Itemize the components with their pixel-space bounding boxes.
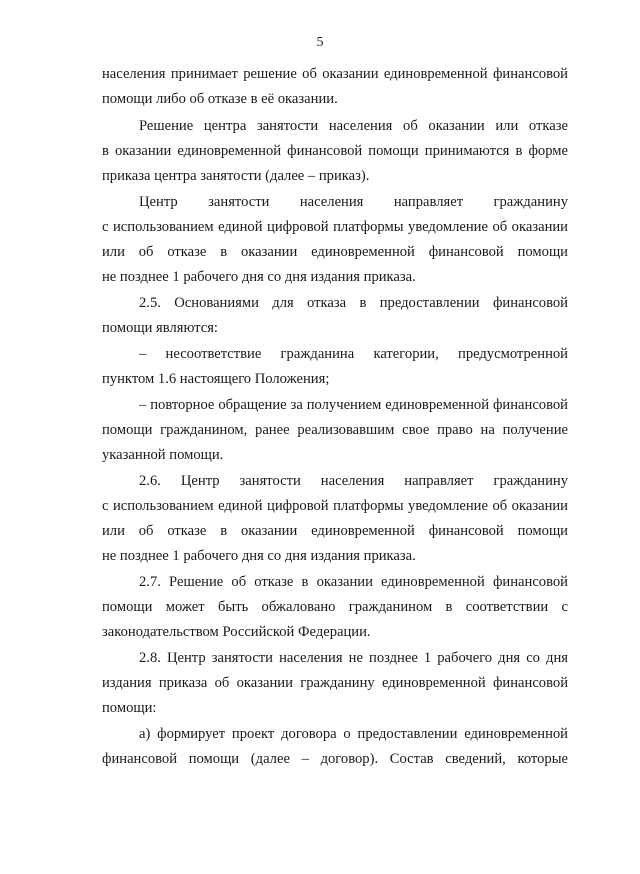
text-line: помощи: (102, 700, 157, 716)
text-line: – несоответствие гражданина категории, предусмотренной (139, 346, 568, 362)
text-line: помощи являются: (102, 320, 218, 336)
text-line: финансовой помощи (далее – договор). Состав сведений, которые (102, 751, 568, 767)
text-line: Центр занятости населения направляет гражданину (139, 194, 568, 210)
text-line: Решение центра занятости населения об оказании или отказе (139, 118, 568, 134)
text-line: помощи либо об отказе в её оказании. (102, 91, 338, 107)
text-line: не позднее 1 рабочего дня со дня издания приказа. (102, 548, 416, 564)
text-line: 2.7. Решение об отказе в оказании единовременной финансовой (139, 574, 568, 590)
page-number: 5 (316, 35, 324, 50)
text-line: издания приказа об оказании гражданину единовременной финансовой (102, 675, 568, 691)
text-line: приказа центра занятости (далее – приказ). (102, 168, 370, 184)
text-line: с использованием единой цифровой платформы уведомление об оказании (102, 498, 568, 514)
text-line: помощи может быть обжаловано гражданином в соответствии с (102, 599, 568, 615)
text-line: или об отказе в оказании единовременной финансовой помощи (102, 244, 568, 260)
text-line: законодательством Российской Федерации. (102, 624, 371, 640)
text-line: не позднее 1 рабочего дня со дня издания приказа. (102, 269, 416, 285)
text-line: а) формирует проект договора о предоставлении единовременной (139, 726, 568, 742)
text-line: населения принимает решение об оказании единовременной финансовой (102, 66, 568, 82)
text-line: пунктом 1.6 настоящего Положения; (102, 371, 330, 387)
text-line: 2.6. Центр занятости населения направляет гражданину (139, 473, 568, 489)
text-line: – повторное обращение за получением единовременной финансовой (139, 397, 568, 413)
text-line: или об отказе в оказании единовременной финансовой помощи (102, 523, 568, 539)
text-line: с использованием единой цифровой платформы уведомление об оказании (102, 219, 568, 235)
text-line: указанной помощи. (102, 447, 224, 463)
text-line: 2.5. Основаниями для отказа в предоставлении финансовой (139, 295, 568, 311)
text-line: помощи гражданином, ранее реализовавшим свое право на получение (102, 422, 568, 438)
text-line: 2.8. Центр занятости населения не позднее 1 рабочего дня со дня (139, 650, 568, 666)
text-line: в оказании единовременной финансовой помощи принимаются в форме (102, 143, 568, 159)
